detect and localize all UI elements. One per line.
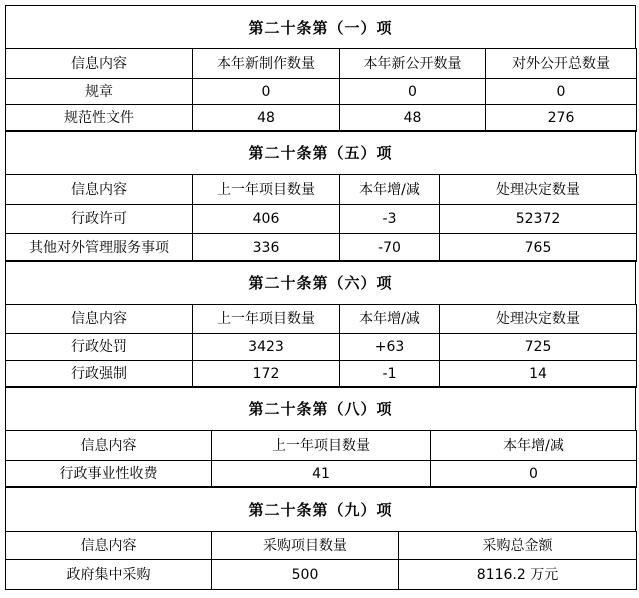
table-cell: 406 bbox=[193, 205, 340, 234]
table-row bbox=[6, 105, 637, 132]
table-cell: 规范性文件 bbox=[6, 105, 193, 132]
table-cell: 8116.2 万元 bbox=[399, 560, 637, 590]
header-cell: 本年增/减 bbox=[340, 305, 440, 334]
table-cell: 52372 bbox=[440, 205, 637, 234]
header-cell: 信息内容 bbox=[6, 175, 193, 205]
table-row bbox=[6, 461, 637, 488]
header-cell: 处理决定数量 bbox=[440, 175, 637, 205]
header-cell: 采购项目数量 bbox=[212, 532, 399, 560]
table-cell: 规章 bbox=[6, 79, 193, 105]
header-cell: 处理决定数量 bbox=[440, 305, 637, 334]
table-cell: 41 bbox=[212, 461, 431, 488]
table-cell: 14 bbox=[440, 361, 637, 388]
header-cell: 本年新公开数量 bbox=[340, 49, 486, 79]
header-cell: 上一年项目数量 bbox=[193, 305, 340, 334]
table-cell: 765 bbox=[440, 234, 637, 262]
table-row bbox=[6, 79, 637, 105]
table-cell: 48 bbox=[340, 105, 486, 132]
table-cell: 276 bbox=[486, 105, 637, 132]
section-3-title: 第二十条第（六）项 bbox=[5, 260, 636, 305]
table-cell: 行政处罚 bbox=[6, 334, 193, 361]
table-row bbox=[6, 560, 637, 590]
header-cell: 信息内容 bbox=[6, 431, 212, 461]
table-cell: 0 bbox=[340, 79, 486, 105]
table-row bbox=[6, 361, 637, 388]
section-3-table bbox=[5, 304, 637, 388]
header-cell: 对外公开总数量 bbox=[486, 49, 637, 79]
section-1-title: 第二十条第（一）项 bbox=[5, 5, 636, 49]
table-cell: -70 bbox=[340, 234, 440, 262]
header-cell: 本年增/减 bbox=[431, 431, 637, 461]
table-cell: 行政许可 bbox=[6, 205, 193, 234]
table-cell: 0 bbox=[486, 79, 637, 105]
table-row bbox=[6, 334, 637, 361]
table-cell: 725 bbox=[440, 334, 637, 361]
table-cell: 336 bbox=[193, 234, 340, 262]
header-row bbox=[6, 532, 637, 560]
header-cell: 信息内容 bbox=[6, 532, 212, 560]
header-row bbox=[6, 431, 637, 461]
table-cell: -1 bbox=[340, 361, 440, 388]
header-cell: 上一年项目数量 bbox=[193, 175, 340, 205]
header-row bbox=[6, 49, 637, 79]
header-cell: 信息内容 bbox=[6, 49, 193, 79]
table-row bbox=[6, 234, 637, 262]
section-4-title: 第二十条第（八）项 bbox=[5, 386, 636, 431]
section-4-table bbox=[5, 430, 637, 488]
table-cell: 政府集中采购 bbox=[6, 560, 212, 590]
table-cell: 48 bbox=[193, 105, 340, 132]
table-cell: 0 bbox=[431, 461, 637, 488]
table-cell: 0 bbox=[193, 79, 340, 105]
header-cell: 本年增/减 bbox=[340, 175, 440, 205]
section-2-table bbox=[5, 174, 637, 262]
header-row bbox=[6, 175, 637, 205]
table-cell: 172 bbox=[193, 361, 340, 388]
section-5-title: 第二十条第（九）项 bbox=[5, 486, 636, 532]
table-cell: +63 bbox=[340, 334, 440, 361]
table-cell: 行政强制 bbox=[6, 361, 193, 388]
header-cell: 采购总金额 bbox=[399, 532, 637, 560]
header-cell: 上一年项目数量 bbox=[212, 431, 431, 461]
section-5-table bbox=[5, 531, 637, 590]
table-cell: 500 bbox=[212, 560, 399, 590]
section-1-table bbox=[5, 48, 637, 132]
table-cell: -3 bbox=[340, 205, 440, 234]
table-cell: 3423 bbox=[193, 334, 340, 361]
table-cell: 行政事业性收费 bbox=[6, 461, 212, 488]
header-cell: 信息内容 bbox=[6, 305, 193, 334]
table-row bbox=[6, 205, 637, 234]
table-cell: 其他对外管理服务事项 bbox=[6, 234, 193, 262]
header-row bbox=[6, 305, 637, 334]
section-2-title: 第二十条第（五）项 bbox=[5, 130, 636, 175]
header-cell: 本年新制作数量 bbox=[193, 49, 340, 79]
